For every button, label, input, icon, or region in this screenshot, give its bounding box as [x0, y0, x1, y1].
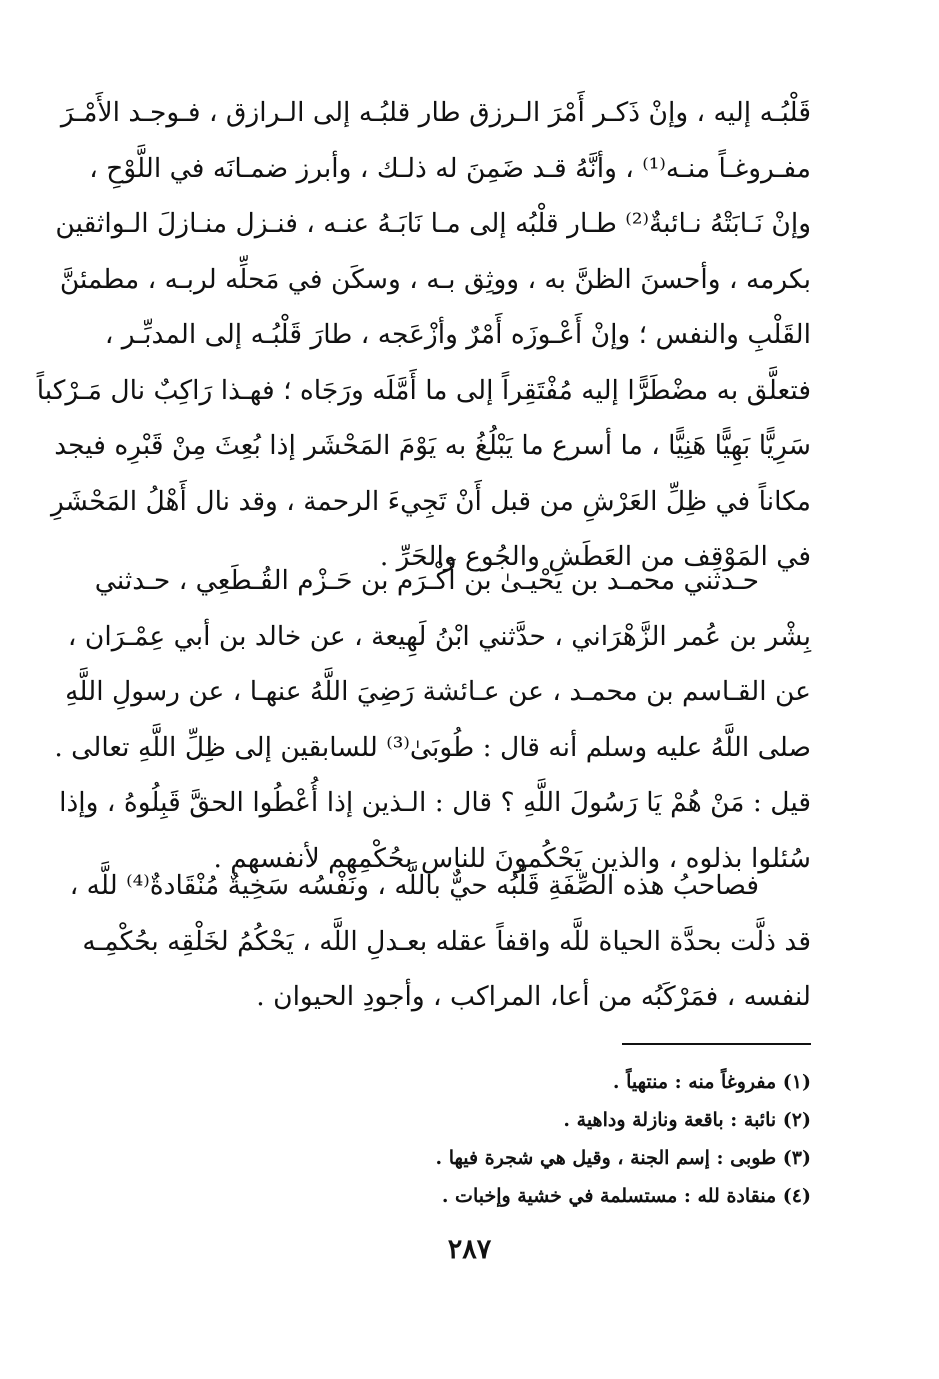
text-line: لنفسه ، فمَرْكَبُه من أعا، المراكب ، وأجودِ الحيوان . [256, 981, 811, 1012]
footnote-item: (٢) نائبة : باقعة ونازلة وداهية . [563, 1109, 811, 1131]
paragraph-3 [69, 858, 811, 1025]
text-line: سُئلوا بذلوه ، والذين يَحْكُمونَ للناس بحُكْمِهم لأنفسهم . [213, 842, 811, 874]
text-line: في المَوْقِف من العَطَش والجُوع والحَرِّ . [379, 541, 811, 572]
text-line: حـدثني محمـد بن يَحْيـىٰ بن أَكْـرَم بن حَـزْم القُـطَعِي ، حـدثني [94, 565, 759, 596]
text-line: وإنْ نَـابَتْهُ نـائبةٌ⁽²⁾ طـار قلْبُه إلى مـا نَابَـهُ عنـه ، فنـزل منـازلَ الـواثقين [55, 208, 811, 239]
footnote-item: (٣) طوبى : إسم الجنة ، وقيل هي شجرة فيها . [435, 1147, 811, 1169]
text-line: سَرِيًّا بَهِيًّا هَنِيًّا ، ما أسرع ما يَبْلُغُ به يَوْمَ المَحْشَر إذا بُعِثَ مِنْ قَبْرِه فيجد [54, 430, 811, 461]
footnote-item: (١) مفروغاً منه : منتهياً . [612, 1071, 811, 1093]
footnote-item: (٤) منقادة لله : مستسلمة في خشية وإخبات . [441, 1185, 811, 1207]
text-line: بكرمه ، وأحسنَ الظنَّ به ، ووثِق بـه ، وسكَن في مَحلِّه لربـه ، مطمئنَّ [59, 263, 811, 295]
page-number: ٢٨٧ [447, 1234, 492, 1265]
text-line: مكاناً في ظِلِّ العَرْشِ من قبل أَنْ تَجِيءَ الرحمة ، وقد نال أَهْلُ المَحْشَرِ [50, 485, 811, 517]
text-line: مفـروغـاً منـه⁽¹⁾ ، وأنَّهُ قـد ضَمِنَ له ذلـك ، وأبرز ضمـانَه في اللَّوْحِ ، [89, 152, 811, 184]
text-line: عن القـاسم بن محمـد ، عن عـائشة رَضِيَ اللَّهُ عنهـا ، عن رسولِ اللَّهِ [65, 676, 811, 707]
text-line: صلى اللَّهُ عليه وسلم أنه قال : طُوبَىٰ⁽³⁾ للسابقين إلى ظِلِّ اللَّهِ تعالى . [54, 731, 811, 763]
footnotes [128, 1063, 811, 1215]
text-line: بِشْر بن عُمر الزَّهْرَاني ، حدَّثني ابْنُ لَهِيعة ، عن خالد بن أبي عِمْـرَان ، [67, 620, 811, 652]
text-line: قَلْبُـه إليه ، وإنْ ذَكـر أَمْرَ الـرزق طار قلبُـه إلى الـرازق ، فـوجـد الأَمْـرَ [60, 97, 811, 128]
footnote-separator [622, 1043, 811, 1045]
text-line: قيل : مَنْ هُمْ يَا رَسُولَ اللَّهِ ؟ قال : الـذين إذا أُعْطُوا الحقَّ قَبِلُوهُ ، وإذا [59, 787, 811, 818]
text-line: قد ذلَّت بحدَّة الحياة للَّه واقفاً عقله بعـدلِ اللَّه ، يَحْكُمُ لخَلْقِه بحُكْمِـه [82, 925, 811, 957]
text-line: فصاحبُ هذه الصِّفَةِ قَلْبُه حيٌّ باللَّه ، ونَفْسُه سَخِيةٌ مُنْقَادةٌ⁽⁴⁾ للَّه ، [69, 870, 759, 901]
paragraph-1 [36, 85, 811, 585]
text-line: القَلْبِ والنفس ؛ وإنْ أَعْـوزَه أَمْرٌ وأزْعَجه ، طارَ قَلْبُـه إلى المدبِّـر ، [104, 319, 811, 350]
text-line: فتعلَّق به مضْطَرًّا إليه مُفْتَقِراً إلى ما أَمَّلَه ورَجَاه ؛ فهـذا رَاكِبٌ نال مَـرْكباً [36, 374, 811, 406]
